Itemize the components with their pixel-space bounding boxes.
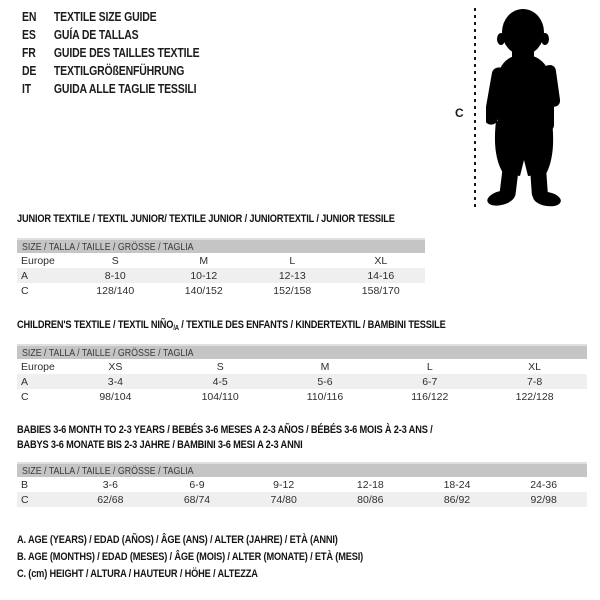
- height-value: 128/140: [96, 284, 135, 297]
- height-value: 74/80: [270, 493, 297, 506]
- size-col-m: M: [320, 360, 330, 373]
- age-value: 7-8: [527, 375, 543, 388]
- children-columns-row: [17, 359, 587, 374]
- months-value: 9-12: [273, 478, 295, 491]
- months-value: 3-6: [102, 478, 118, 491]
- size-header-text: SIZE / TALLA / TAILLE / GRÖSSE / TAGLIA: [22, 347, 194, 359]
- row-label-c: C: [21, 390, 29, 403]
- size-header-bar: [17, 344, 587, 359]
- language-row: [22, 80, 199, 98]
- height-value: 140/152: [184, 284, 223, 297]
- language-code: FR: [22, 46, 36, 60]
- babies-height-row: [17, 492, 587, 507]
- junior-height-row: [17, 283, 425, 298]
- footnote-b: [17, 551, 429, 568]
- children-age-row: [17, 374, 587, 389]
- babies-title-line2: BABYS 3-6 MONATE BIS 2-3 JAHRE / BAMBINI 3-6 MESI A 2-3 ANNI: [17, 439, 303, 451]
- age-value: 8-10: [104, 269, 126, 282]
- height-value: 62/68: [97, 493, 124, 506]
- language-row: [22, 8, 199, 26]
- age-value: 10-12: [190, 269, 218, 282]
- language-code: EN: [22, 10, 37, 24]
- age-value: 14-16: [367, 269, 395, 282]
- language-row: [22, 26, 199, 44]
- babies-title-line1: BABIES 3-6 MONTH TO 2-3 YEARS / BEBÉS 3-6 MESES A 2-3 AÑOS / BÉBÉS 3-6 MOIS À 2-3 ANS /: [17, 424, 433, 436]
- size-header-bar: [17, 462, 587, 477]
- footnote-a-text: A. AGE (YEARS) / EDAD (AÑOS) / ÂGE (ANS) / ALTER (JAHRE) / ETÀ (ANNI): [17, 534, 338, 546]
- junior-age-row: [17, 268, 425, 283]
- height-value: 158/170: [361, 284, 400, 297]
- age-value: 3-4: [107, 375, 123, 388]
- row-label-a: A: [21, 375, 29, 388]
- height-value: 68/74: [183, 493, 211, 506]
- junior-section-title: [17, 213, 467, 225]
- babies-section-title: [17, 423, 512, 453]
- children-size-table: [17, 344, 587, 404]
- babies-months-row: [17, 477, 587, 492]
- children-section-title: [17, 319, 527, 332]
- size-col-xl: XL: [374, 254, 388, 267]
- height-value: 86/92: [443, 493, 471, 506]
- region-label: Europe: [21, 254, 55, 267]
- months-value: 12-18: [356, 478, 384, 491]
- legend-footnotes: [17, 534, 429, 585]
- size-col-s: S: [111, 254, 119, 267]
- children-title-pre: CHILDREN'S TEXTILE / TEXTIL NIÑO: [17, 319, 174, 331]
- junior-columns-row: [17, 253, 425, 268]
- baby-silhouette-icon: [486, 5, 572, 207]
- language-code: ES: [22, 28, 36, 42]
- language-code: IT: [22, 82, 32, 96]
- age-value: 12-13: [278, 269, 306, 282]
- age-value: 6-7: [422, 375, 438, 388]
- height-value: 92/98: [530, 493, 557, 506]
- height-value: 152/158: [273, 284, 312, 297]
- height-value: 110/116: [306, 390, 344, 403]
- age-value: 5-6: [317, 375, 333, 388]
- guide-title-en: TEXTILE SIZE GUIDE: [53, 10, 157, 24]
- months-value: 24-36: [530, 478, 558, 491]
- size-header-text: SIZE / TALLA / TAILLE / GRÖSSE / TAGLIA: [22, 465, 194, 477]
- height-value: 80/86: [357, 493, 384, 506]
- guide-title-it: GUIDA ALLE TAGLIE TESSILI: [53, 82, 197, 96]
- children-title-sub: /A: [173, 325, 179, 332]
- height-measure-dotted-line: [474, 8, 476, 208]
- months-value: 6-9: [189, 478, 205, 491]
- footnote-b-text: B. AGE (MONTHS) / EDAD (MESES) / ÂGE (MOIS) / ALTER (MONATE) / ETÀ (MESI): [17, 551, 364, 563]
- row-label-c: C: [21, 493, 29, 506]
- size-col-l: L: [426, 360, 433, 373]
- months-value: 18-24: [443, 478, 471, 491]
- age-value: 4-5: [212, 375, 228, 388]
- guide-title-de: TEXTILGRÖßENFÜHRUNG: [53, 64, 185, 78]
- size-header-text: SIZE / TALLA / TAILLE / GRÖSSE / TAGLIA: [22, 241, 194, 253]
- height-value: 122/128: [515, 390, 554, 403]
- language-title-list: [22, 8, 233, 98]
- size-col-m: M: [199, 254, 209, 267]
- junior-size-table: [17, 238, 425, 298]
- size-col-xs: XS: [108, 360, 123, 373]
- height-value: 116/122: [411, 390, 449, 403]
- children-section-title-text: [17, 319, 446, 332]
- height-value: 104/110: [201, 390, 239, 403]
- size-header-bar: [17, 238, 425, 253]
- height-value: 98/104: [99, 390, 132, 403]
- guide-title-es: GUÍA DE TALLAS: [53, 28, 139, 42]
- size-col-xl: XL: [528, 360, 542, 373]
- babies-size-table: [17, 462, 587, 507]
- language-row: [22, 62, 199, 80]
- row-label-a: A: [21, 269, 29, 282]
- region-label: Europe: [21, 360, 55, 373]
- guide-title-fr: GUIDE DES TAILLES TEXTILE: [53, 46, 200, 60]
- junior-section-title-text: JUNIOR TEXTILE / TEXTIL JUNIOR/ TEXTILE JUNIOR / JUNIORTEXTIL / JUNIOR TESSILE: [17, 213, 395, 225]
- size-col-l: L: [289, 254, 296, 267]
- language-code: DE: [22, 64, 37, 78]
- footnote-c: [17, 568, 429, 585]
- row-label-b: B: [21, 478, 29, 491]
- height-measure-label: C: [455, 106, 464, 120]
- language-row: [22, 44, 199, 62]
- children-title-post: / TEXTILE DES ENFANTS / KINDERTEXTIL / BAMBINI TESSILE: [178, 319, 446, 331]
- footnote-c-text: C. (cm) HEIGHT / ALTURA / HAUTEUR / HÖHE / ALTEZZA: [17, 568, 258, 580]
- footnote-a: [17, 534, 429, 551]
- row-label-c: C: [21, 284, 29, 297]
- size-col-s: S: [216, 360, 224, 373]
- children-height-row: [17, 389, 587, 404]
